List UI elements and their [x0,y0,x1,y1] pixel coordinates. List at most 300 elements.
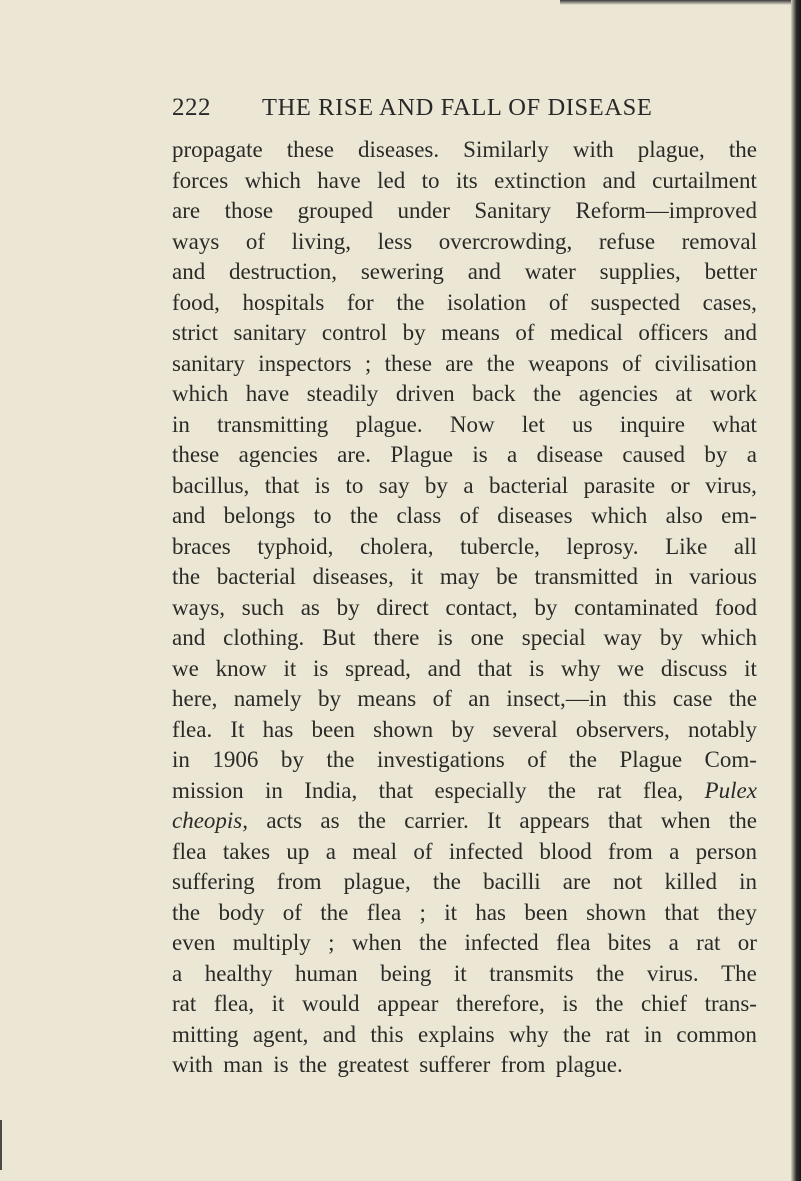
word: appear [377,991,439,1016]
word: agencies [238,442,318,467]
word: would [302,991,360,1016]
word: sufferer [419,1052,491,1077]
word: rat [172,991,197,1016]
word: takes [222,838,271,864]
word: less [377,228,413,254]
word: the [357,808,386,833]
text-line [172,806,757,837]
word: let [521,411,545,437]
text-line [172,440,757,471]
word: notably [687,716,757,742]
word: of [459,503,479,528]
word: Reform—improved [575,198,757,223]
word: the [568,747,597,772]
text-line [172,532,757,563]
word: suspected [590,289,681,315]
word: at [675,381,693,406]
word: by [402,320,426,345]
word: greatest [337,1052,409,1077]
word: killed [664,869,717,894]
word: also [665,503,703,528]
word: in [739,869,757,894]
word: what [712,411,757,437]
word: The [721,960,757,986]
word: we [172,655,199,681]
word: Sanitary [474,198,552,223]
word: virus. [646,960,699,986]
word: transmits [489,960,574,986]
word: and [172,625,206,650]
word: way [603,625,642,650]
word: to [313,503,332,528]
word: the [432,869,461,894]
word: is [314,472,331,498]
word: direct [376,594,429,620]
word: acts [266,808,303,833]
word: belongs [223,503,296,528]
word: braces [172,533,231,559]
word: the [349,503,379,528]
word: sewering [360,259,444,284]
word: even [172,930,216,955]
text-line [172,959,757,990]
word: propagate [172,137,263,162]
word: of [245,228,266,254]
word: work [709,381,757,406]
word: em- [721,503,757,528]
word: to [345,472,364,498]
page-top-shadow [560,0,801,5]
text-line [172,898,757,929]
word: appears [519,808,590,833]
word: back [472,381,516,406]
word: grouped [297,198,374,223]
word: it [444,899,457,925]
word: It [230,716,245,742]
word: supplies, [599,259,681,284]
word: overcrowding, [438,228,573,254]
word: strict [172,320,218,345]
word: in [264,777,283,803]
word: healthy [204,960,273,986]
word: the [595,991,624,1016]
word: extinction [494,167,587,193]
word: bacillus, [172,472,250,498]
word: of [622,350,642,376]
word: from [500,1052,546,1077]
word: are. [337,442,371,467]
page-spine-shadow [791,0,801,1181]
word: and [322,1021,356,1047]
word: contaminated [574,594,699,620]
word: therefore, [456,991,545,1016]
word: the [326,747,355,772]
text-line [172,257,757,288]
word: sanitary [172,350,245,376]
word: flea, [213,991,255,1016]
word: why [509,1021,549,1047]
word: special [521,625,586,650]
word: are [562,869,591,894]
word: means [357,686,417,711]
text-line [172,196,757,227]
word: shown [586,899,647,925]
word: by [424,472,448,498]
word: is [273,1052,289,1077]
word: by [280,747,304,772]
word: there [373,625,420,650]
word: as [300,594,320,620]
text-line [172,837,757,868]
word: Similarly [463,137,549,162]
text-line [172,776,757,807]
word: of [548,289,569,315]
word: and [172,503,206,528]
word: observers, [575,716,670,742]
word: chief [641,991,687,1016]
word: that [607,808,643,833]
word: the [486,350,515,376]
word: water [524,259,576,284]
word: be [496,564,518,589]
text-line [172,349,757,380]
word: plague, [343,869,411,894]
word: food, [172,289,220,315]
word: that [664,899,699,925]
word: forces [172,167,229,193]
word: investigations [376,747,505,772]
word: here, [172,686,218,711]
text-line [172,379,757,410]
word: a [507,442,518,467]
word: in [172,411,190,437]
word: spread, [345,655,411,681]
word: the [396,289,425,315]
word: cases, [702,289,757,315]
word: being [380,960,432,986]
word: trans- [704,991,757,1016]
word: or [737,930,757,955]
word: of [413,838,433,864]
word: all [733,533,757,559]
word: sanitary [233,320,307,345]
word: clothing. [223,625,305,650]
word: tubercle, [460,533,540,559]
word: multiply [232,930,311,955]
word: several [492,716,558,742]
word: is [312,655,329,681]
word: diseases, [312,564,394,589]
word: refuse [598,228,656,254]
word: as [320,808,340,833]
word: been [311,716,355,742]
word: steadily [306,381,379,406]
word: bacterial [488,472,569,498]
word: Now [449,411,495,437]
word: India, [304,777,358,803]
running-title: THE RISE AND FALL OF DISEASE [262,94,653,121]
word: It [487,808,502,833]
word: by [336,594,360,620]
word: it [744,655,757,681]
word: an [468,686,490,711]
text-line [172,593,757,624]
word: are [172,198,201,223]
word: insect,—in [506,686,607,711]
word: it [410,564,424,589]
word: disease [536,442,604,467]
word: various [689,564,757,589]
word: rat [696,930,721,955]
word: leprosy. [566,533,639,559]
text-line [172,928,757,959]
word: and [427,655,461,681]
word: flea [555,930,591,955]
word: But [322,625,356,650]
word: this [623,686,657,711]
word: suffering [172,869,255,894]
text-line [172,1020,757,1051]
word: not [613,869,643,894]
word: may [439,564,480,589]
word: agencies [578,381,658,406]
word: and [172,259,206,284]
text-line [172,501,757,532]
word: virus, [705,472,757,498]
word: hospitals [242,289,325,315]
word: flea [366,899,402,925]
word: which [591,503,648,528]
text-line [172,318,757,349]
word: by [317,686,341,711]
word: the [320,899,349,925]
text-line [172,715,757,746]
word: the [547,777,576,803]
word: a [463,472,474,498]
word: why [560,655,601,681]
word: we [617,655,645,681]
word: which [172,381,229,406]
word: class [396,503,442,528]
word: it [453,960,467,986]
text-line [172,989,757,1020]
word: officers [638,320,709,345]
word: that [264,472,300,498]
word: the [172,899,201,925]
word: weapons [528,350,609,376]
word: that [477,655,513,681]
word: for [346,289,374,315]
word: such [241,594,284,620]
text-line [172,166,757,197]
word: the [728,808,757,833]
word: from [608,838,653,864]
word: human [295,960,358,986]
word: led [377,167,406,193]
page-header [172,94,772,124]
word: when [660,808,711,833]
word: especially [434,777,527,803]
word: bacilli [483,869,541,894]
word: body [218,899,265,925]
word: destruction, [229,259,337,284]
word: a [325,838,336,864]
word: ; [419,899,426,925]
word: and [602,167,636,193]
text-line [172,135,757,166]
word: driven [395,381,455,406]
word: mitting [172,1021,239,1047]
word: typhoid, [257,533,334,559]
word: rat [597,777,622,803]
word: to [421,167,440,193]
word: of [515,320,535,345]
word: us [572,411,593,437]
word: by [704,442,728,467]
word: in [172,747,190,772]
word: mission [172,777,244,803]
word: those [224,198,274,223]
word: in [644,1021,663,1047]
word: and [467,259,501,284]
word: these [286,137,334,162]
word: civilisation [654,350,757,376]
word: infected [448,838,523,864]
word: are [445,350,474,376]
word: the [298,1052,327,1077]
word: Com- [704,747,757,772]
word: case [672,686,713,711]
word: with [172,1052,213,1077]
word: by [451,716,475,742]
word: by [534,594,558,620]
word: is [472,442,488,467]
word: which [244,167,301,193]
text-line [172,1050,757,1081]
word: or [670,472,690,498]
word: its [455,167,478,193]
word: the [533,381,562,406]
body-paragraph [172,135,757,1081]
word: bites [607,930,652,955]
text-line [172,562,757,593]
word: Plague [619,747,683,772]
word: caused [622,442,685,467]
word: the [728,686,757,711]
word: control [321,320,388,345]
word: removal [681,228,757,254]
word: have [245,381,290,406]
word: the [563,1021,592,1047]
word: by [659,625,683,650]
text-line [172,684,757,715]
word: of [282,899,302,925]
word: is [437,625,453,650]
word: shown [373,716,434,742]
word: a [669,838,680,864]
word: person [695,838,757,864]
word: cholera, [360,533,434,559]
word: 1906 [212,747,259,772]
word: infected [464,930,539,955]
word: these [172,442,220,467]
text-line [172,867,757,898]
italic-genus: Pulex [704,777,757,803]
word: Plague [390,442,453,467]
word: carrier. [404,808,469,833]
word: the [172,564,201,589]
word: curtailment [652,167,757,193]
word: inquire [619,411,685,437]
text-line [172,410,757,441]
word: that [378,777,414,803]
word: is [562,991,578,1016]
word: transmitted [534,564,639,589]
word: meal [352,838,398,864]
word: the [596,960,625,986]
word: bacterial [216,564,296,589]
word: under [397,198,450,223]
word: isolation [447,289,527,315]
word: flea, [642,777,684,803]
word: ; [328,930,335,955]
word: and [723,320,757,345]
word: one [470,625,504,650]
word: have [317,167,361,193]
word: a [668,930,679,955]
text-line [172,654,757,685]
word: in [654,564,673,589]
word: up [286,838,310,864]
text-line [172,471,757,502]
word: ways [172,228,220,254]
text-line [172,745,757,776]
word: has [475,899,506,925]
word: this [370,1021,404,1047]
word: parasite [583,472,656,498]
page-number: 222 [172,94,211,121]
word: better [704,259,757,284]
word: it [283,655,297,681]
word: Like [665,533,708,559]
word: plague. [355,411,423,437]
word: flea [172,838,207,864]
word: which [700,625,757,650]
word: know [215,655,267,681]
word: diseases [497,503,573,528]
word: medical [550,320,623,345]
word: diseases. [358,137,440,162]
word: plague. [555,1052,623,1077]
word: a [746,442,757,467]
word: the [728,137,757,162]
word: say [378,472,410,498]
word: contact, [445,594,518,620]
word: food [714,594,757,620]
word: living, [291,228,352,254]
word: namely [233,686,302,711]
word: ; [364,350,372,376]
text-line [172,227,757,258]
word: inspectors [258,350,352,376]
page-left-mark [0,1120,2,1170]
word: means [441,320,500,345]
word: of [527,747,547,772]
word: has [262,716,294,742]
word: from [276,869,322,894]
word: discuss [660,655,728,681]
word: explains [417,1021,495,1047]
